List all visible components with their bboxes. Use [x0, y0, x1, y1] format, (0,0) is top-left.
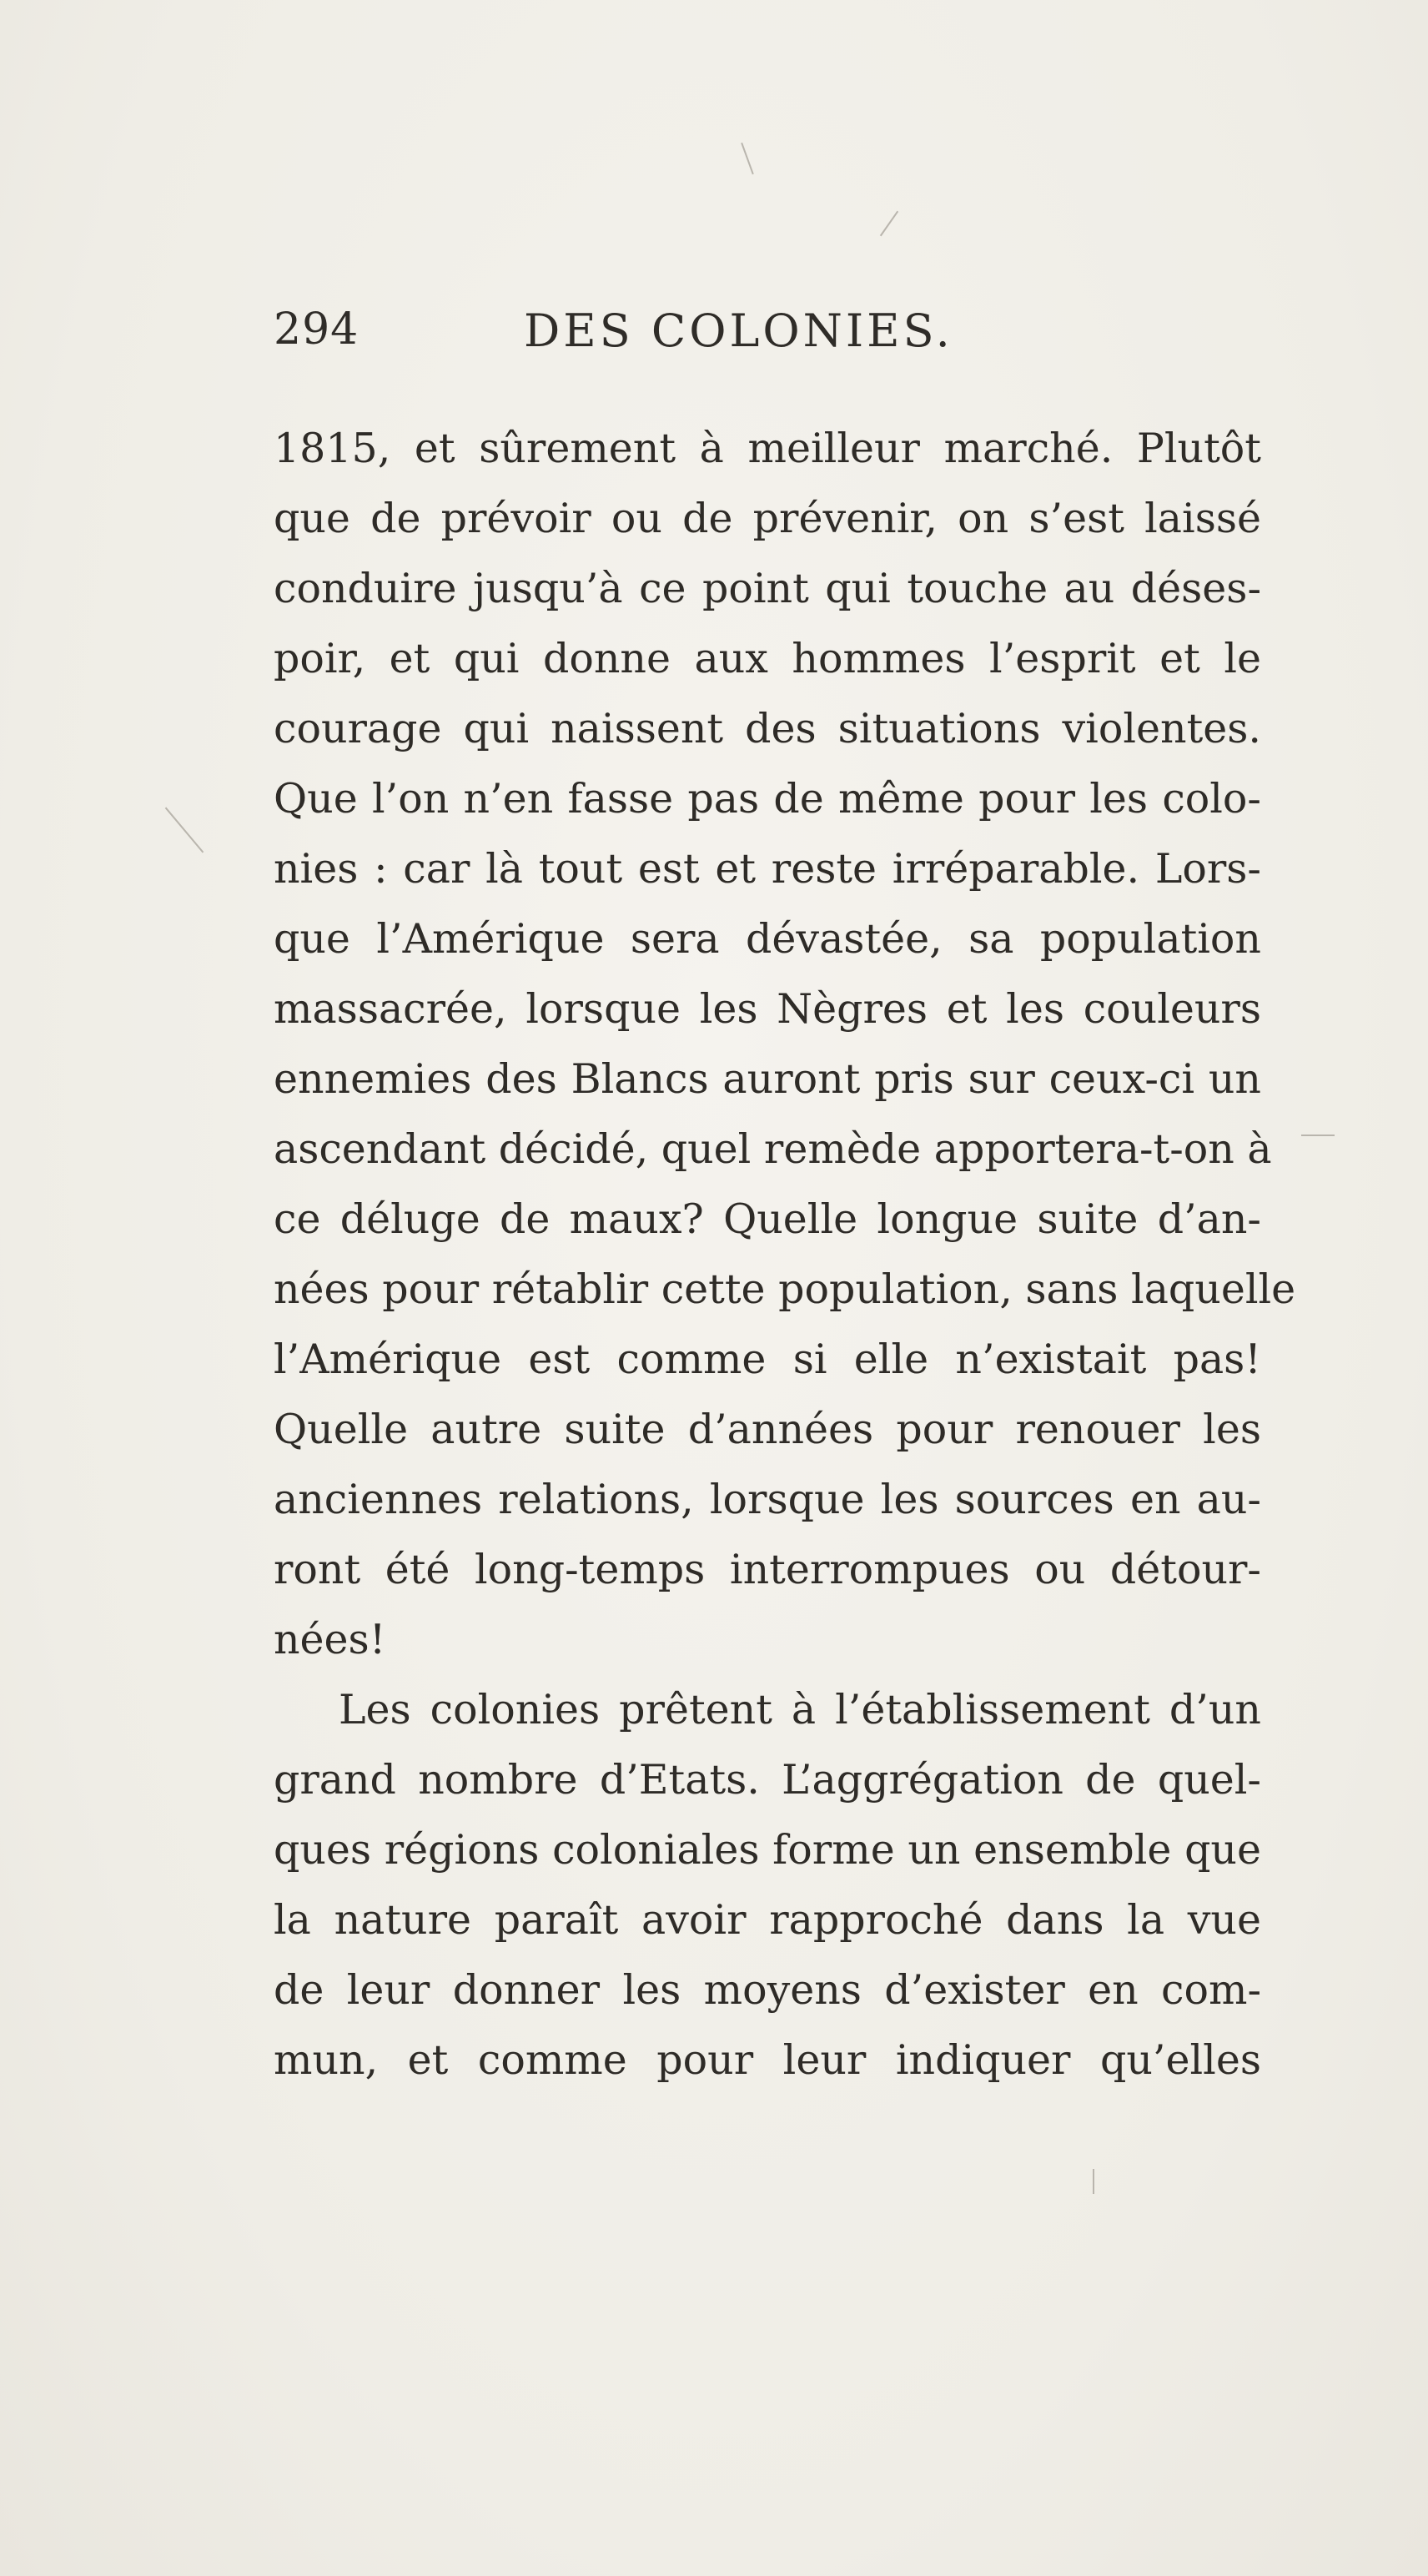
text-line: la nature paraît avoir rapproché dans la vue: [274, 1896, 1261, 1944]
text-line: ce déluge de maux? Quelle longue suite d’an-: [274, 1195, 1261, 1243]
text-line: poir, et qui donne aux hommes l’esprit et le: [274, 635, 1261, 682]
body-text: [274, 414, 1296, 2096]
paper-mark: [1093, 2169, 1094, 2194]
text-line: ques régions coloniales forme un ensemble que: [274, 1826, 1261, 1874]
text-line: nées pour rétablir cette population, sans laquelle: [274, 1265, 1296, 1313]
text-line: que l’Amérique sera dévastée, sa population: [274, 915, 1261, 963]
text-line: mun, et comme pour leur indiquer qu’elles: [274, 2036, 1261, 2084]
text-line: Que l’on n’en fasse pas de même pour les colo-: [274, 775, 1261, 823]
text-line: de leur donner les moyens d’exister en com-: [274, 1966, 1261, 2014]
text-line: grand nombre d’Etats. L’aggrégation de quel-: [274, 1756, 1261, 1804]
text-line: ennemies des Blancs auront pris sur ceux-ci un: [274, 1055, 1261, 1103]
paper-mark: [741, 143, 754, 174]
text-line: 1815, et sûrement à meilleur marché. Plutôt: [274, 425, 1261, 472]
page-number: 294: [274, 304, 360, 355]
text-line: ascendant décidé, quel remède apportera-t-on à: [274, 1125, 1272, 1173]
text-line: nies : car là tout est et reste irréparable. Lors-: [274, 845, 1261, 893]
text-line: courage qui naissent des situations violentes.: [274, 705, 1261, 752]
paper-mark: [880, 211, 898, 237]
text-line: Les colonies prêtent à l’établissement d’un: [339, 1686, 1261, 1733]
text-line: ront été long-temps interrompues ou détour-: [274, 1546, 1261, 1593]
text-line: l’Amérique est comme si elle n’existait pas!: [274, 1336, 1261, 1383]
text-line: conduire jusqu’à ce point qui touche au déses-: [274, 565, 1261, 612]
paper-mark: [165, 808, 204, 853]
page-header: [274, 304, 1108, 363]
paper-mark: [1301, 1135, 1335, 1136]
text-line: nées!: [274, 1616, 386, 1663]
running-title: DES COLONIES.: [524, 304, 953, 357]
text-line: anciennes relations, lorsque les sources en au-: [274, 1476, 1261, 1523]
text-line: Quelle autre suite d’années pour renouer les: [274, 1406, 1261, 1453]
text-line: que de prévoir ou de prévenir, on s’est laissé: [274, 495, 1261, 542]
text-line: massacrée, lorsque les Nègres et les couleurs: [274, 985, 1261, 1033]
